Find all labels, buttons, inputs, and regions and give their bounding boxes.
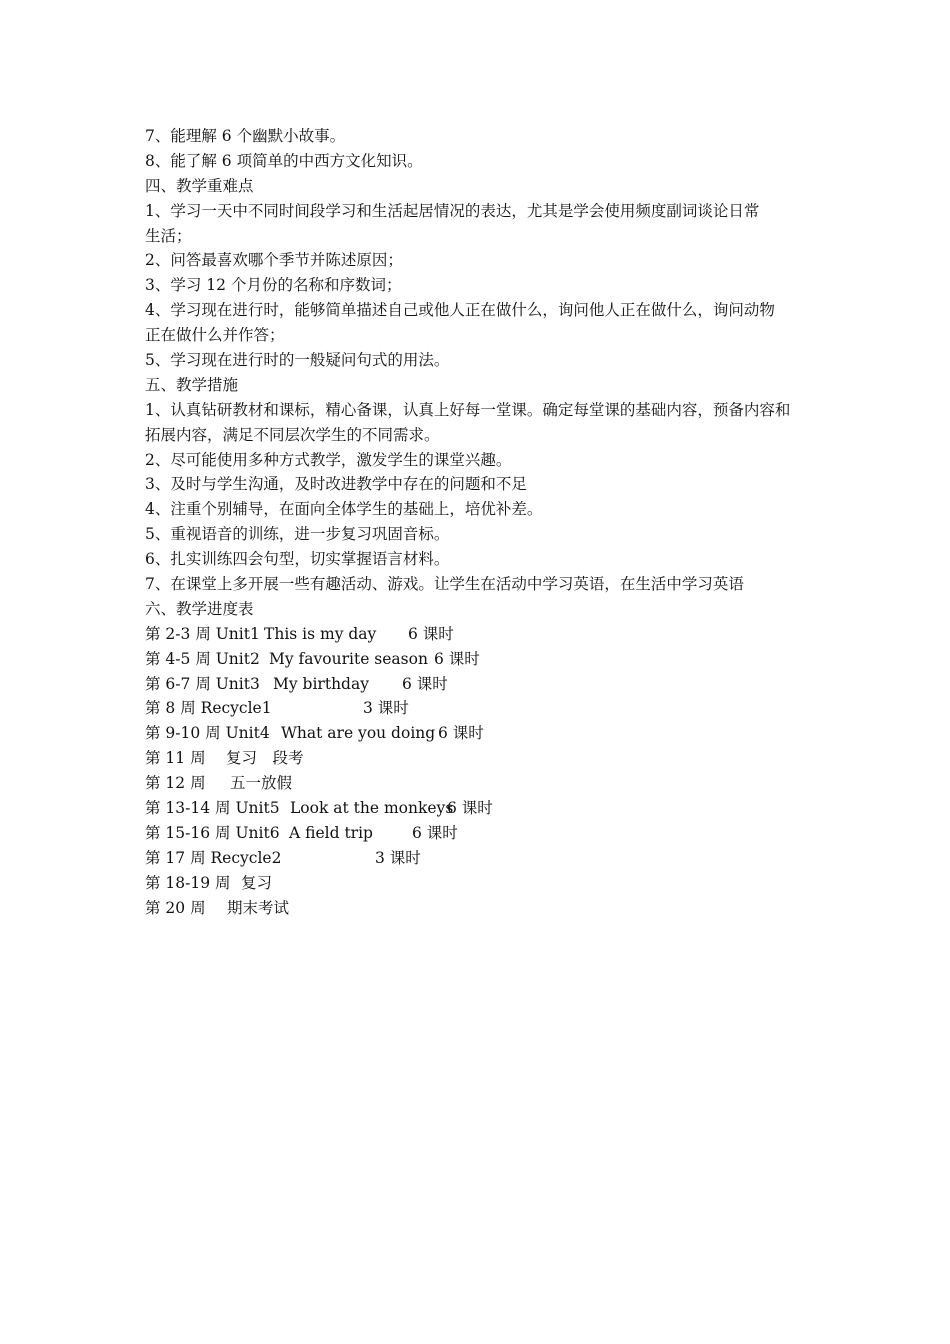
text-line: 正在做什么并作答； — [145, 326, 285, 345]
schedule-topic: 复习 段考 — [226, 749, 304, 768]
schedule-hours: 6 课时 — [438, 724, 484, 743]
text-line: 7、在课堂上多开展一些有趣活动、游戏。让学生在活动中学习英语，在生活中学习英语 — [145, 575, 744, 594]
text-line: 5、学习现在进行时的一般疑问句式的用法。 — [145, 351, 450, 370]
text-line: 1、认真钻研教材和课标，精心备课，认真上好每一堂课。确定每堂课的基础内容，预备内容和 — [145, 400, 791, 419]
schedule-hours: 6 课时 — [402, 674, 448, 693]
schedule-topic: What are you doing — [281, 724, 436, 743]
text-line: 5、重视语音的训练，进一步复习巩固音标。 — [145, 525, 450, 544]
schedule-row — [145, 696, 815, 721]
schedule-week: 第 17 周 Recycle2 — [145, 848, 282, 867]
schedule-row — [145, 622, 815, 647]
schedule-week: 第 18-19 周 — [145, 873, 231, 892]
text-line: 2、问答最喜欢哪个季节并陈述原因； — [145, 251, 403, 270]
schedule-row — [145, 721, 815, 746]
schedule-row — [145, 746, 815, 771]
schedule-topic: 复习 — [241, 873, 273, 892]
schedule-hours: 3 课时 — [363, 699, 409, 718]
text-line: 生活； — [145, 226, 192, 245]
schedule-hours: 6 课时 — [412, 823, 458, 842]
text-line: 1、学习一天中不同时间段学习和生活起居情况的表达，尤其是学会使用频度副词谈论日常 — [145, 201, 760, 220]
schedule-topic: A field trip — [289, 823, 373, 842]
text-line: 4、注重个别辅导，在面向全体学生的基础上，培优补差。 — [145, 500, 543, 519]
schedule-week: 第 15-16 周 Unit6 — [145, 823, 280, 842]
schedule-row — [145, 846, 815, 871]
schedule-hours: 3 课时 — [375, 848, 421, 867]
schedule-topic: 期末考试 — [227, 898, 290, 917]
schedule-topic: 五一放假 — [230, 774, 293, 793]
text-line: 8、能了解 6 项简单的中西方文化知识。 — [145, 151, 423, 170]
schedule-topic: Look at the monkeys — [290, 799, 454, 818]
schedule-row — [145, 896, 815, 921]
text-line: 2、尽可能使用多种方式教学，激发学生的课堂兴趣。 — [145, 450, 512, 469]
schedule-week: 第 20 周 — [145, 898, 206, 917]
schedule-week: 第 13-14 周 Unit5 — [145, 799, 280, 818]
text-line: 6、扎实训练四会句型，切实掌握语言材料。 — [145, 550, 450, 569]
text-line: 7、能理解 6 个幽默小故事。 — [145, 127, 346, 145]
schedule-row — [145, 821, 815, 846]
schedule-row — [145, 771, 815, 796]
document-body — [145, 124, 815, 921]
schedule-row — [145, 647, 815, 672]
schedule-topic: This is my day — [264, 624, 377, 643]
schedule-week: 第 11 周 — [145, 749, 206, 768]
schedule-week: 第 4-5 周 Unit2 — [145, 649, 260, 668]
schedule-table — [145, 622, 815, 921]
schedule-week: 第 12 周 — [145, 774, 206, 793]
text-line: 4、学习现在进行时，能够简单描述自己或他人正在做什么，询问他人正在做什么，询问动物 — [145, 301, 775, 320]
schedule-row — [145, 796, 815, 821]
text-line: 拓展内容，满足不同层次学生的不同需求。 — [145, 425, 440, 444]
schedule-week: 第 8 周 Recycle1 — [145, 699, 272, 718]
schedule-hours: 6 课时 — [434, 649, 480, 668]
schedule-week: 第 2-3 周 Unit1 — [145, 624, 260, 643]
section-heading: 六、教学进度表 — [145, 599, 254, 618]
schedule-hours: 6 课时 — [408, 624, 454, 643]
schedule-row — [145, 871, 815, 896]
section-heading: 四、教学重难点 — [145, 176, 254, 195]
text-line: 3、及时与学生沟通，及时改进教学中存在的问题和不足 — [145, 475, 527, 494]
schedule-week: 第 6-7 周 Unit3 — [145, 674, 260, 693]
schedule-topic: My favourite season — [269, 649, 428, 668]
text-line: 3、学习 12 个月份的名称和序数词； — [145, 276, 402, 295]
schedule-row — [145, 672, 815, 697]
section-heading: 五、教学措施 — [145, 375, 239, 394]
schedule-topic: My birthday — [273, 674, 369, 693]
schedule-hours: 6 课时 — [447, 799, 493, 818]
schedule-week: 第 9-10 周 Unit4 — [145, 724, 270, 743]
